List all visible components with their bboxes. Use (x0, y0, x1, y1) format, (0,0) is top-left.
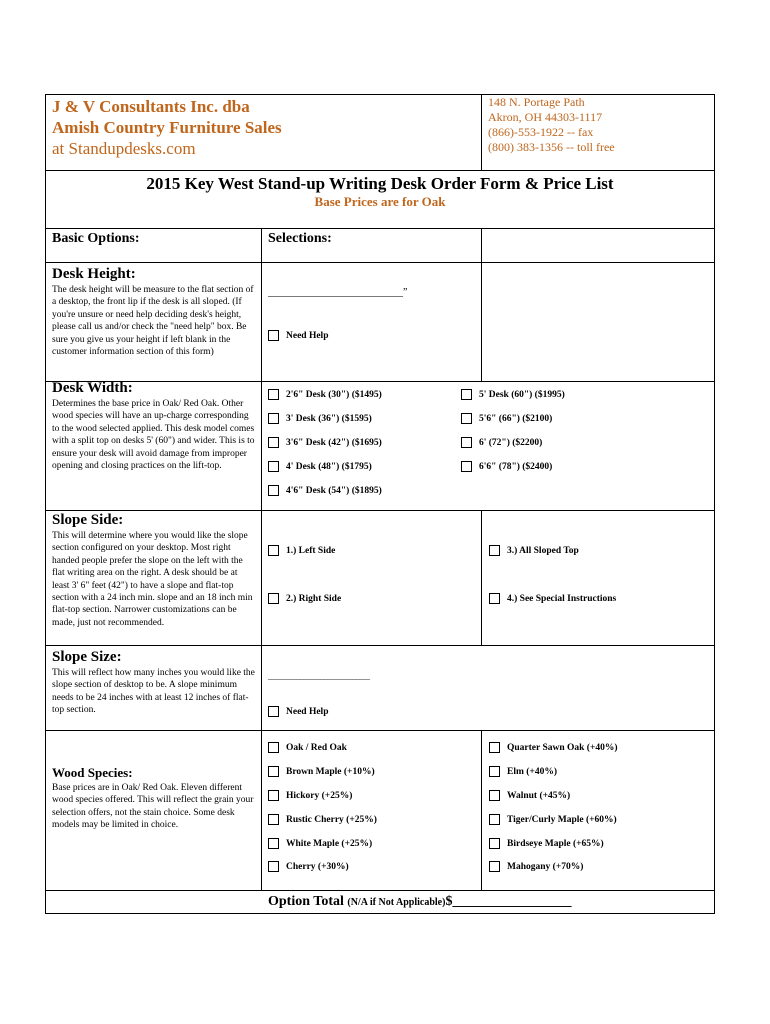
checkbox[interactable] (268, 814, 279, 825)
option-label: 2.) Right Side (286, 593, 342, 604)
column-header-selections: Selections: (268, 231, 332, 246)
option-label: 6' (72") ($2200) (479, 437, 543, 448)
row-line-6 (45, 890, 714, 891)
title-bottom-line (45, 228, 714, 229)
checkbox[interactable] (268, 766, 279, 777)
option-label: Quarter Sawn Oak (+40%) (507, 742, 618, 753)
row-line-5 (45, 730, 714, 731)
option-label: 4'6" Desk (54") ($1895) (286, 485, 382, 496)
need-help-label: Need Help (286, 330, 329, 341)
row-line-1 (45, 262, 714, 263)
company-name-line2: Amish Country Furniture Sales (52, 118, 282, 137)
desk-height-input-line[interactable]: ___________________________” (268, 287, 408, 298)
wood-rustic-cherry[interactable] (268, 814, 377, 825)
checkbox[interactable] (461, 389, 472, 400)
checkbox[interactable] (268, 461, 279, 472)
form-subtitle: Base Prices are for Oak (314, 194, 446, 209)
address-city: Akron, OH 44303-1117 (488, 110, 603, 124)
checkbox[interactable] (268, 790, 279, 801)
option-label: White Maple (+25%) (286, 838, 373, 849)
wood-hickory[interactable] (268, 790, 352, 801)
option-total-row (268, 894, 571, 910)
width-option-60[interactable] (461, 389, 565, 400)
row-line-2 (45, 381, 714, 382)
checkbox[interactable] (268, 861, 279, 872)
company-name-line3: at Standupdesks.com (52, 139, 196, 158)
header-bottom-line (45, 170, 714, 171)
option-label: Rustic Cherry (+25%) (286, 814, 377, 825)
width-option-54[interactable] (268, 485, 382, 496)
slope-size-input-line[interactable]: _____________________________ (268, 672, 370, 681)
form-title: 2015 Key West Stand-up Writing Desk Order Form & Price List (146, 174, 614, 193)
checkbox[interactable] (489, 838, 500, 849)
option-label: 3' Desk (36") ($1595) (286, 413, 372, 424)
wood-cherry[interactable] (268, 861, 349, 872)
option-label: Elm (+40%) (507, 766, 558, 777)
width-option-48[interactable] (268, 461, 372, 472)
slope-side-right[interactable] (268, 593, 341, 604)
grid-col-line-2b (481, 510, 482, 645)
wood-mahogany[interactable] (489, 861, 583, 872)
option-label: Cherry (+30%) (286, 861, 349, 872)
option-total-note: (N/A if Not Applicable) (347, 897, 446, 908)
checkbox[interactable] (461, 437, 472, 448)
checkbox[interactable] (268, 413, 279, 424)
option-label: 6'6" (78") ($2400) (479, 461, 553, 472)
wood-tiger-maple[interactable] (489, 814, 617, 825)
slope-side-left[interactable] (268, 545, 335, 556)
grid-col-line-1 (261, 228, 262, 890)
option-label: 4.) See Special Instructions (507, 593, 617, 604)
option-label: 3'6" Desk (42") ($1695) (286, 437, 382, 448)
option-label: Brown Maple (+10%) (286, 766, 375, 777)
wood-walnut[interactable] (489, 790, 570, 801)
wood-elm[interactable] (489, 766, 557, 777)
checkbox[interactable] (268, 437, 279, 448)
header-divider (481, 94, 482, 170)
slope-side-heading: Slope Side: (52, 512, 124, 528)
checkbox[interactable] (461, 413, 472, 424)
wood-birdseye-maple[interactable] (489, 838, 604, 849)
width-option-78[interactable] (461, 461, 552, 472)
option-label: Walnut (+45%) (507, 790, 571, 801)
desk-height-heading: Desk Height: (52, 266, 136, 282)
width-option-36[interactable] (268, 413, 372, 424)
option-label: 4' Desk (48") ($1795) (286, 461, 372, 472)
option-label: 2'6" Desk (30") ($1495) (286, 389, 382, 400)
option-label: 1.) Left Side (286, 545, 336, 556)
address-street: 148 N. Portage Path (488, 95, 585, 109)
row-line-4 (45, 645, 714, 646)
checkbox[interactable] (461, 461, 472, 472)
option-label: Oak / Red Oak (286, 742, 347, 753)
checkbox[interactable] (489, 545, 500, 556)
width-option-66[interactable] (461, 413, 552, 424)
grid-col-line-2 (481, 228, 482, 381)
slope-side-special[interactable] (489, 593, 616, 604)
wood-oak[interactable] (268, 742, 347, 753)
slope-size-heading: Slope Size: (52, 649, 122, 665)
slope-size-description: This will reflect how many inches you would like the slope section of desktop to be. A slope minimum needs to be 24 inches with at least 12 inches of flat-top section. (52, 668, 255, 716)
width-option-30[interactable] (268, 389, 382, 400)
row-line-3 (45, 510, 714, 511)
width-option-72[interactable] (461, 437, 542, 448)
desk-width-description: Determines the base price in Oak/ Red Oak. Other wood species will have an up-charge corresponding to the wood selected applied. This desk model comes with a split top on desks 5' (60") and wider. This is to ensure your desk will avoid damage from improper opening and closing practices on the lift-top. (52, 399, 255, 472)
option-total-label: Option Total (268, 894, 344, 909)
address-block (488, 95, 615, 155)
address-fax: (866)-553-1922 -- fax (488, 125, 594, 139)
checkbox[interactable] (489, 790, 500, 801)
address-toll-free: (800) 383-1356 -- toll free (488, 140, 615, 154)
slope-side-description: This will determine where you would like the slope section configured on your desktop. Most right handed people prefer the slope on the left with the flat writing area on the right. A desk should be at least 3' 6" feet (42") to have a slope and flat-top section with a 24 inch min. slope and an 18 inch min flat-top section. Narrower customizations can be made, just not recommended. (52, 531, 253, 628)
option-label: Hickory (+25%) (286, 790, 353, 801)
checkbox[interactable] (268, 485, 279, 496)
need-help-label: Need Help (286, 706, 329, 717)
checkbox[interactable] (268, 330, 279, 341)
width-option-42[interactable] (268, 437, 382, 448)
wood-brown-maple[interactable] (268, 766, 375, 777)
option-label: Mahogany (+70%) (507, 861, 584, 872)
company-name-line1: J & V Consultants Inc. dba (52, 97, 250, 116)
checkbox[interactable] (268, 742, 279, 753)
wood-species-heading: Wood Species: (52, 765, 133, 780)
slope-side-all-sloped[interactable] (489, 545, 579, 556)
checkbox[interactable] (268, 389, 279, 400)
checkbox[interactable] (268, 545, 279, 556)
checkbox[interactable] (268, 593, 279, 604)
desk-width-heading: Desk Width: (52, 380, 133, 396)
option-total-input[interactable]: $_________________ (445, 894, 572, 909)
checkbox[interactable] (489, 814, 500, 825)
wood-white-maple[interactable] (268, 838, 372, 849)
checkbox[interactable] (489, 593, 500, 604)
checkbox[interactable] (268, 838, 279, 849)
checkbox[interactable] (268, 706, 279, 717)
checkbox[interactable] (489, 861, 500, 872)
option-label: Tiger/Curly Maple (+60%) (507, 814, 617, 825)
desk-height-need-help[interactable] (268, 330, 328, 341)
column-header-options: Basic Options: (52, 231, 140, 246)
option-label: 5' Desk (60") ($1995) (479, 389, 565, 400)
desk-height-description: The desk height will be measure to the flat section of a desktop, the front lip if the desk is all sloped. (If you're unsure or need help deciding desk's height, please call us and/or check the "need help" box. Be sure you give us your height if left blank in the customer information section of this form) (52, 285, 254, 358)
wood-species-description: Base prices are in Oak/ Red Oak. Eleven different wood species offered. This will reflect the grain your selection offers, not the stain choice. Some desk models may be limited in choice. (52, 783, 254, 831)
option-label: 5'6" (66") ($2100) (479, 413, 553, 424)
wood-quarter-sawn-oak[interactable] (489, 742, 618, 753)
option-label: Birdseye Maple (+65%) (507, 838, 604, 849)
checkbox[interactable] (489, 766, 500, 777)
option-label: 3.) All Sloped Top (507, 545, 579, 556)
slope-size-need-help[interactable] (268, 706, 328, 717)
grid-col-line-2c (481, 730, 482, 890)
checkbox[interactable] (489, 742, 500, 753)
